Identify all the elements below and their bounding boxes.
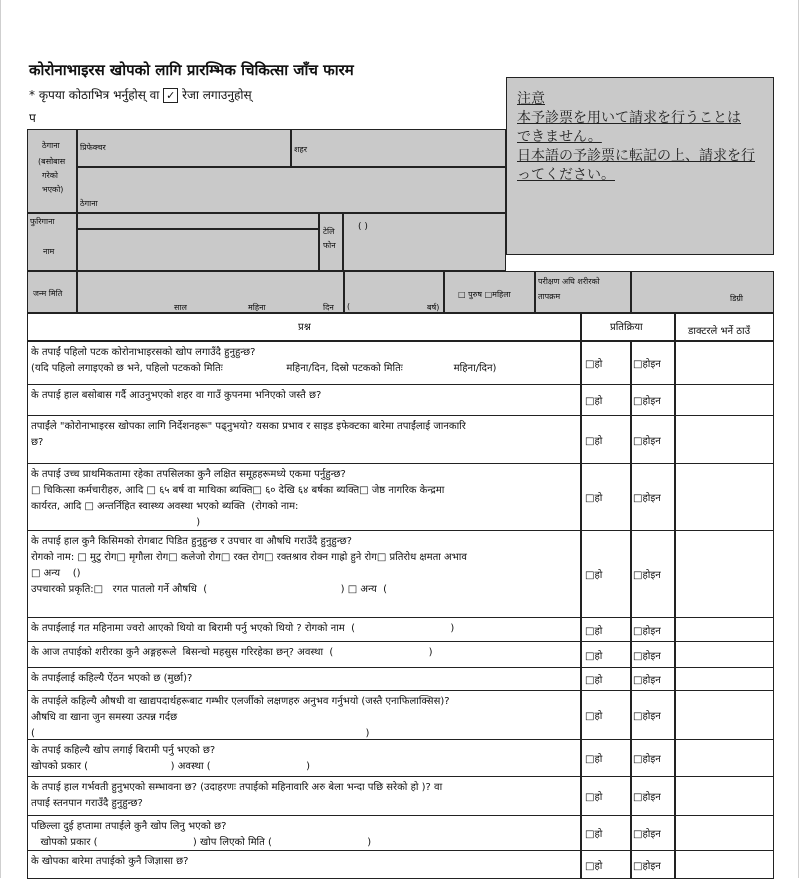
no-label: □होइन bbox=[633, 711, 661, 722]
address-note-1: (बसोबास bbox=[38, 157, 66, 166]
doctor-entry-cell[interactable] bbox=[675, 641, 774, 668]
question-text-line: के तपाई हाल गर्भवती हुनुभएको सम्भावना छ? (उदाहरणः तपाईको महिनावारि अरु बेला भन्दा पछि सरेको हो )? वा bbox=[31, 782, 443, 793]
question-text-line: तपाईंले "कोरोनाभाइरस खोपका लागि निर्देशनहरू" पढ्नुभयो? यसका प्रभाव र साइड इफेक्टका बारेमा तपाईंलाई जानकारि bbox=[31, 421, 466, 432]
no-checkbox[interactable] bbox=[631, 776, 675, 816]
yes-checkbox[interactable] bbox=[581, 776, 631, 816]
yes-label: □हो bbox=[585, 396, 603, 407]
no-checkbox[interactable] bbox=[631, 690, 675, 740]
question-text-line: □ चिकित्सा कर्मचारीहरु, आदि □ ६५ बर्ष वा माथिका ब्यक्ति□ ६० देखि ६४ बर्षका ब्यक्ति□ जेष्ठ नागरिक केन्द्रमा bbox=[31, 485, 445, 496]
yes-label: □हो bbox=[585, 675, 603, 686]
phone-label-cell bbox=[319, 213, 343, 271]
address-field[interactable] bbox=[77, 167, 506, 213]
prefecture-field[interactable] bbox=[77, 129, 291, 167]
no-label: □होइन bbox=[633, 650, 661, 662]
temp-label-cell bbox=[535, 271, 631, 313]
no-label: □होइन bbox=[633, 435, 661, 447]
doctor-entry-cell[interactable] bbox=[675, 530, 774, 618]
no-checkbox[interactable] bbox=[631, 384, 675, 416]
no-label: □होइन bbox=[633, 625, 661, 637]
no-checkbox[interactable] bbox=[631, 617, 675, 642]
yes-checkbox[interactable] bbox=[581, 690, 631, 740]
yes-checkbox[interactable] bbox=[581, 384, 631, 416]
question-text-line: के खोपका बारेमा तपाईको कुनै जिज्ञासा छ? bbox=[31, 856, 189, 867]
furigana-field[interactable] bbox=[77, 213, 319, 229]
yes-checkbox[interactable] bbox=[581, 667, 631, 691]
yes-label: □हो bbox=[585, 711, 603, 722]
no-label: □होइन bbox=[633, 792, 661, 803]
gender-field[interactable] bbox=[444, 271, 535, 313]
question-row bbox=[27, 530, 581, 618]
no-checkbox[interactable] bbox=[631, 815, 675, 851]
sub-letter: प bbox=[29, 111, 36, 125]
question-row bbox=[27, 384, 581, 416]
doctor-entry-cell[interactable] bbox=[675, 739, 774, 777]
dob-label-cell bbox=[27, 271, 77, 313]
notice-line-4: ってください。 bbox=[517, 167, 615, 183]
address-sub-label: ठेगाना bbox=[80, 199, 98, 208]
no-checkbox[interactable] bbox=[631, 530, 675, 618]
month-label: महिना bbox=[248, 303, 266, 312]
age-open: ( bbox=[347, 302, 351, 311]
question-text-line: औषधि वा खाना जुन समस्या उत्पन्न गर्दछ bbox=[31, 712, 178, 723]
instruction-text-post: रेजा लगाउनुहोस् bbox=[182, 88, 252, 102]
no-checkbox[interactable] bbox=[631, 850, 675, 879]
question-text-line: खोपको प्रकार ( ) अवस्था ( ) bbox=[31, 761, 310, 772]
no-checkbox[interactable] bbox=[631, 641, 675, 668]
yes-label: □हो bbox=[585, 792, 603, 803]
doctor-entry-cell[interactable] bbox=[675, 690, 774, 740]
question-text-line: पछिल्ला दुई हप्तामा तपाईले कुनै खोप लिनु भएको छ? bbox=[31, 821, 227, 832]
name-label-cell bbox=[27, 213, 77, 271]
question-row bbox=[27, 617, 581, 642]
age-label: बर्ष) bbox=[427, 303, 440, 312]
address-label: ठेगाना bbox=[42, 141, 60, 150]
question-row bbox=[27, 667, 581, 691]
yes-label: □हो bbox=[585, 829, 603, 840]
question-text-line: रोगको नाम: □ मुटु रोग□ मृगौला रोग□ कलेजो रोग□ रक्त रोग□ रक्तश्राव रोक्न गाह्रो हुने रोग□ प्रतिरोध क्षमता अभाव bbox=[31, 552, 467, 563]
furigana-label: फुरिगाना bbox=[30, 217, 55, 226]
yes-checkbox[interactable] bbox=[581, 815, 631, 851]
question-text-line: के तपाईले कहिल्यै औषधी वा खाद्यपदार्थहरूबाट गम्भीर एलर्जीको लक्षणहरु अनुभव गर्नुभयो (जस्तै एनाफिलाक्सिस)? bbox=[31, 696, 450, 707]
yes-checkbox[interactable] bbox=[581, 463, 631, 531]
gender-options: □ पुरुष □महिला bbox=[458, 290, 511, 299]
question-text-line: के तपाई उच्च प्राथमिकतामा रहेका तपसिलका कुनै लक्षित समूहहरूमध्ये एकमा पर्नुहुन्छ? bbox=[31, 469, 346, 480]
no-checkbox[interactable] bbox=[631, 415, 675, 464]
yes-checkbox[interactable] bbox=[581, 641, 631, 668]
yes-label: □हो bbox=[585, 570, 603, 581]
response-header bbox=[581, 313, 675, 341]
question-row bbox=[27, 341, 581, 385]
question-text-line: ) bbox=[31, 517, 201, 528]
no-checkbox[interactable] bbox=[631, 341, 675, 385]
question-header bbox=[27, 313, 581, 341]
yes-label: □हो bbox=[585, 754, 603, 765]
temp-field[interactable] bbox=[631, 271, 774, 313]
doctor-entry-cell[interactable] bbox=[675, 667, 774, 691]
yes-label: □हो bbox=[585, 359, 603, 370]
yes-checkbox[interactable] bbox=[581, 341, 631, 385]
no-checkbox[interactable] bbox=[631, 463, 675, 531]
response-header-label: प्रतिक्रिया bbox=[610, 322, 643, 333]
no-checkbox[interactable] bbox=[631, 667, 675, 691]
doctor-header-label: डाक्टरले भर्ने ठाउँ bbox=[688, 326, 751, 337]
doctor-entry-cell[interactable] bbox=[675, 850, 774, 879]
doctor-entry-cell[interactable] bbox=[675, 415, 774, 464]
city-field[interactable] bbox=[291, 129, 506, 167]
form-instruction bbox=[29, 86, 252, 103]
question-text-line: उपचारको प्रकृति:□ रगत पातलो गर्ने औषधि ( ) □ अन्य ( bbox=[31, 584, 387, 595]
dob-field[interactable] bbox=[77, 271, 344, 313]
notice-heading: 注意 bbox=[517, 91, 545, 107]
question-text-line: □ अन्य () bbox=[31, 568, 81, 579]
temp-unit: डिग्री bbox=[730, 294, 743, 303]
question-row bbox=[27, 463, 581, 531]
notice-box bbox=[506, 77, 774, 255]
yes-label: □हो bbox=[585, 860, 603, 872]
age-field[interactable] bbox=[344, 271, 444, 313]
check-mark-icon: ✓ bbox=[163, 88, 178, 103]
no-label: □होइन bbox=[633, 359, 661, 370]
day-label: दिन bbox=[323, 303, 334, 312]
yes-label: □हो bbox=[585, 625, 603, 637]
question-row bbox=[27, 776, 581, 816]
yes-checkbox[interactable] bbox=[581, 617, 631, 642]
question-text-line: कार्यरत, आदि □ अन्तर्निहित स्वास्थ्य अवस्था भएको ब्यक्ति (रोगको नाम: bbox=[31, 501, 299, 512]
no-label: □होइन bbox=[633, 860, 661, 872]
doctor-header bbox=[675, 313, 774, 341]
dob-label: जन्म मिति bbox=[33, 289, 63, 298]
question-text-line: के आज तपाईको शरीरका कुनै अङ्गहरूले बिसन्चो महसुस गरिरहेका छन्? अवस्था ( ) bbox=[31, 647, 433, 658]
yes-checkbox[interactable] bbox=[581, 415, 631, 464]
question-text-line: के तपाईलाई गत महिनामा ज्वरो आएको थियो वा बिरामी पर्नु भएको थियो ? रोगको नाम ( ) bbox=[31, 623, 455, 634]
notice-line-2: できません。 bbox=[517, 129, 602, 145]
question-text-line: खोपको प्रकार ( ) खोप लिएको मिति ( ) bbox=[31, 837, 372, 848]
question-text-line: ( ) bbox=[31, 728, 370, 739]
yes-checkbox[interactable] bbox=[581, 850, 631, 879]
question-row bbox=[27, 641, 581, 668]
phone-format: ( ) bbox=[358, 222, 368, 232]
doctor-entry-cell[interactable] bbox=[675, 776, 774, 816]
question-text-line: (यदि पहिलो लगाइएको छ भने, पहिलो पटकको मितिः महिना/दिन, दिस्रो पटकको मितिः महिना/दिन) bbox=[31, 363, 497, 374]
no-label: □होइन bbox=[633, 570, 661, 581]
address-note-3: भएको) bbox=[42, 185, 64, 194]
question-text-line: के तपाईलाई कहिल्यै ऐंठन भएको छ (मुर्छा)? bbox=[31, 673, 193, 684]
question-text-line: के तपाईं पहिलो पटक कोरोनाभाइरसको खोप लगाउँदै हुनुहुन्छ? bbox=[31, 347, 256, 358]
no-checkbox[interactable] bbox=[631, 739, 675, 777]
question-header-label: प्रश्न bbox=[298, 322, 311, 333]
phone-label-2: फोन bbox=[323, 241, 336, 250]
question-text-line: छ? bbox=[31, 437, 44, 448]
temp-label-1: परीक्षण अघि शरीरको bbox=[538, 277, 600, 286]
question-text-line: के तपाई कहिल्यै खोप लगाई बिरामी पर्नु भएको छ? bbox=[31, 745, 216, 756]
yes-label: □हो bbox=[585, 650, 603, 662]
prefecture-label: प्रिफेक्चर bbox=[80, 143, 106, 152]
no-label: □होइन bbox=[633, 675, 661, 686]
doctor-entry-cell[interactable] bbox=[675, 384, 774, 416]
question-text-line: के तपाई हाल बसोबास गर्दै आउनुभएको शहर वा गाउँ कुपनमा भनिएको जस्तै छ? bbox=[31, 390, 322, 401]
notice-line-1: 本予診票を用いて請求を行うことは bbox=[517, 110, 741, 126]
question-text-line: तपाई स्तनपान गराउँदै हुनुहुन्छ? bbox=[31, 798, 143, 809]
question-row bbox=[27, 415, 581, 464]
doctor-entry-cell[interactable] bbox=[675, 463, 774, 531]
city-label: शहर bbox=[294, 145, 307, 154]
notice-line-3: 日本語の予診票に転記の上、請求を行 bbox=[517, 148, 755, 164]
yes-label: □हो bbox=[585, 435, 603, 447]
no-label: □होइन bbox=[633, 829, 661, 840]
year-label: साल bbox=[174, 303, 187, 312]
form-title: कोरोनाभाइरस खोपको लागि प्रारम्भिक चिकित्सा जाँच फारम bbox=[29, 61, 354, 79]
phone-field[interactable] bbox=[343, 213, 506, 271]
no-label: □होइन bbox=[633, 754, 661, 765]
instruction-text-pre: * कृपया कोठाभित्र भर्नुहोस् वा bbox=[29, 88, 160, 102]
yes-checkbox[interactable] bbox=[581, 739, 631, 777]
name-field[interactable] bbox=[77, 229, 319, 271]
address-note-2: गरेको bbox=[42, 171, 58, 180]
doctor-entry-cell[interactable] bbox=[675, 617, 774, 642]
no-label: □होइन bbox=[633, 396, 661, 407]
yes-label: □हो bbox=[585, 493, 603, 504]
question-row bbox=[27, 690, 581, 740]
temp-label-2: तापक्रम bbox=[538, 292, 561, 301]
yes-checkbox[interactable] bbox=[581, 530, 631, 618]
doctor-entry-cell[interactable] bbox=[675, 815, 774, 851]
question-text-line: के तपाई हाल कुनै किसिमको रोगबाट पिडित हुनुहुन्छ र उपचार वा औषधि गराउँदै हुनुहुन्छ? bbox=[31, 536, 352, 547]
doctor-entry-cell[interactable] bbox=[675, 341, 774, 385]
question-row bbox=[27, 850, 581, 879]
question-row bbox=[27, 739, 581, 777]
address-label-cell bbox=[27, 129, 77, 213]
name-label: नाम bbox=[43, 247, 55, 256]
phone-label-1: टेलि bbox=[323, 227, 335, 236]
question-row bbox=[27, 815, 581, 851]
no-label: □होइन bbox=[633, 493, 661, 504]
